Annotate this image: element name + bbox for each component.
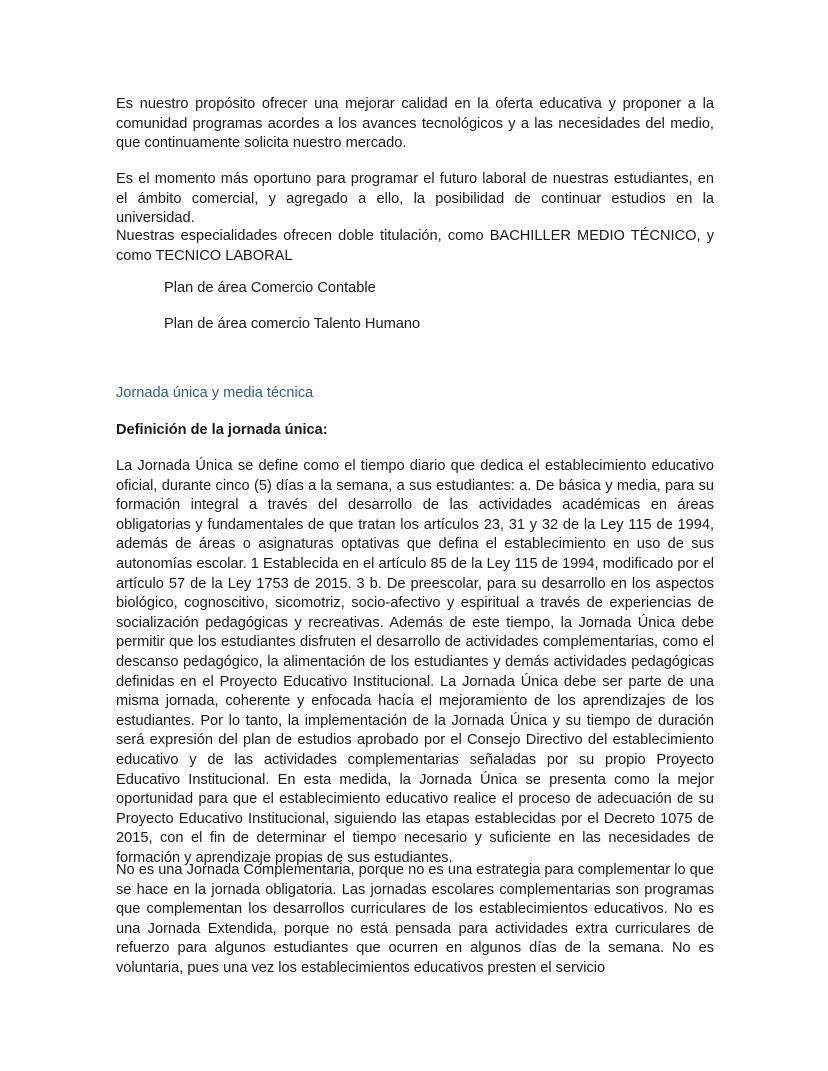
intro-paragraph-3: Nuestras especialidades ofrecen doble titulación, como BACHILLER MEDIO TÉCNICO, y como TECNICO LABORAL (116, 228, 714, 264)
intro-paragraph-1: Es nuestro propósito ofrecer una mejorar calidad en la oferta educativa y proponer a la comunidad programas acordes a los avances tecnológicos y a las necesidades del medio, que continuamente solicita nuestro mercado. (116, 96, 714, 152)
section-subheading: Definición de la jornada única: (116, 422, 328, 438)
clarification-paragraph: No es una Jornada Complementaria, porque no es una estrategia para complementar lo que se hace en la jornada obligatoria. Las jornadas escolares complementarias son programas que complementan los desarrollos curriculares de los establecimientos educativos. No es una Jornada Extendida, porque no está pensada para actividades extra curriculares de refuerzo para algunos estudiantes que ocurren en algunos días de la semana. No es voluntaria, pues una vez los establecimientos educativos presten el servicio (116, 862, 714, 976)
definition-paragraph: La Jornada Única se define como el tiempo diario que dedica el establecimiento educativo oficial, durante cinco (5) días a la semana, a sus estudiantes: a. De básica y media, para su formación integral a través del desarrollo de las actividades académicas en áreas obligatorias y fundamentales de que tratan los artículos 23, 31 y 32 de la Ley 115 de 1994, además de áreas o asignaturas optativas que defina el establecimiento en uso de sus autonomías escolar. 1 Establecida en el artículo 85 de la Ley 115 de 1994, modificado por el artículo 57 de la Ley 1753 de 2015. 3 b. De preescolar, para su desarrollo en los aspectos biológico, cognoscitivo, sicomotriz, socio-afectivo y espiritual a través de experiencias de socialización pedagógicas y recreativas. Además de este tiempo, la Jornada Única debe permitir que los estudiantes disfruten el desarrollo de actividades complementarias, como el descanso pedagógico, la alimentación de los estudiantes y demás actividades pedagógicas definidas en el Proyecto Educativo Institucional. La Jornada Única debe ser parte de una misma jornada, coherente y enfocada hacía el mejoramiento de los aprendizajes de los estudiantes. Por lo tanto, la implementación de la Jornada Única y su tiempo de duración será expresión del plan de estudios aprobado por el Consejo Directivo del establecimiento educativo y de las actividades complementarias señaladas por su propio Proyecto Educativo Institucional. En esta medida, la Jornada Única se presenta como la mejor oportunidad para que el establecimiento educativo realice el proceso de adecuación de su Proyecto Educativo Institucional, siguiendo las etapas establecidas por el Decreto 1075 de 2015, con el fin de determinar el tiempo necesario y suficiente en las necesidades de formación y aprendizaje propias de sus estudiantes. (116, 458, 714, 866)
intro-paragraph-2: Es el momento más oportuno para programar el futuro laboral de nuestras estudiantes, en el ámbito comercial, y agregado a ello, la posibilidad de continuar estudios en la universidad. (116, 171, 714, 227)
plan-item-comercio-contable: Plan de área Comercio Contable (164, 280, 376, 296)
section-heading: Jornada única y media técnica (116, 385, 314, 401)
plan-item-talento-humano: Plan de área comercio Talento Humano (164, 316, 421, 332)
